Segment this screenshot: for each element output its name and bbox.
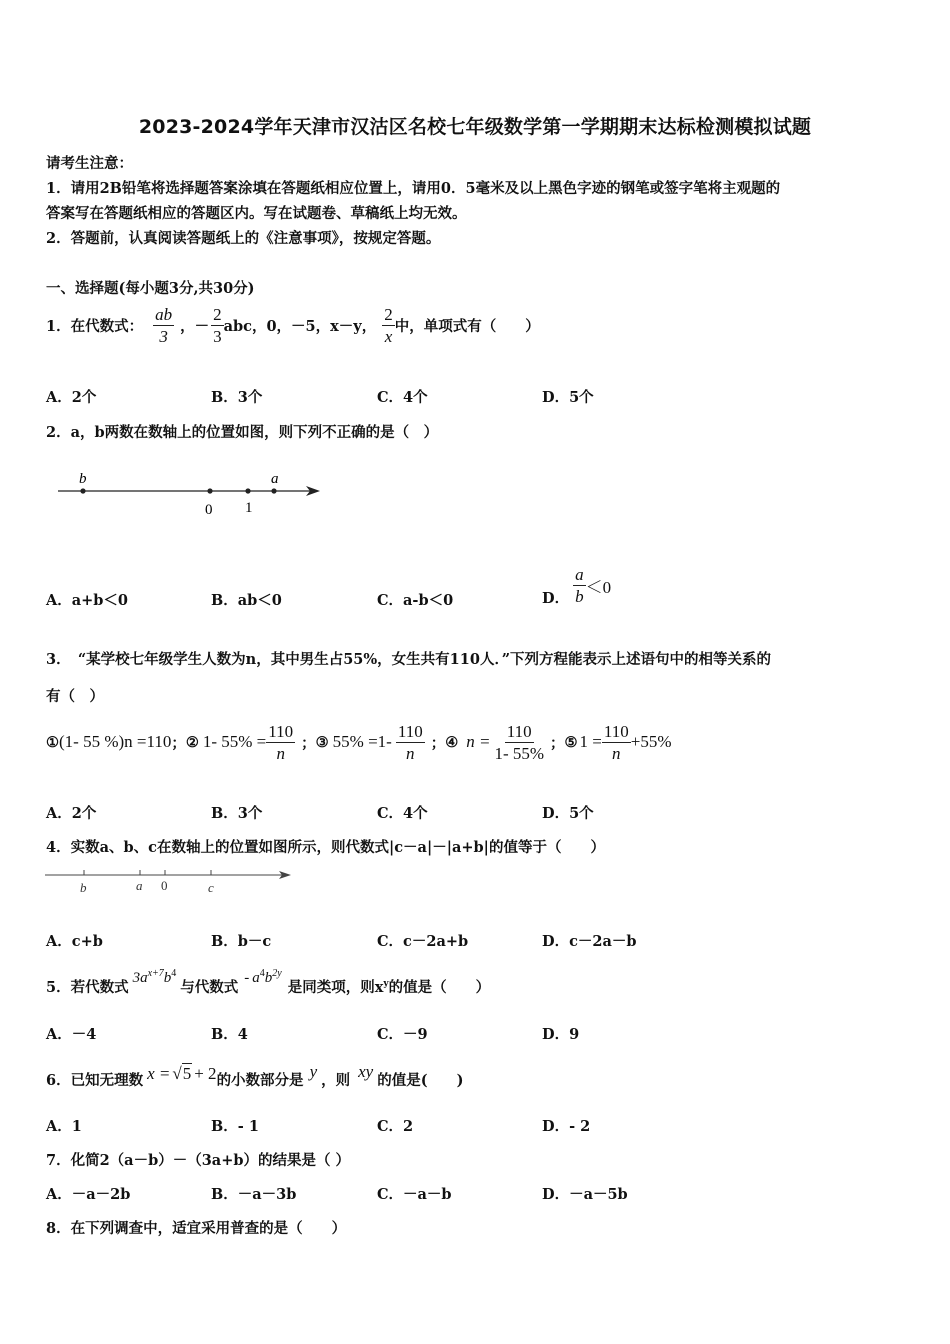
q6-option-a: A．1: [46, 1118, 82, 1135]
q7-stem: 7．化简2（a－b）－（3a+b）的结果是（ ）: [46, 1152, 351, 1169]
q6-suffix: 的值是( ): [377, 1071, 464, 1089]
q3-eq2-left: 1- 55% =: [202, 732, 267, 751]
q3-sep-1: ；: [171, 734, 186, 752]
q2-option-d-fraction: [573, 565, 586, 606]
question-5: [46, 964, 490, 1002]
q2-option-d: [542, 563, 611, 607]
q7-option-b: B．－a－3b: [211, 1186, 297, 1203]
q6-middle-2: ，则: [321, 1071, 351, 1089]
q5-suffix-exp: y: [383, 978, 389, 989]
q6-option-c: C．2: [377, 1118, 414, 1135]
q4-option-d: D．c－2a－b: [542, 933, 637, 950]
q3-eq5-num: 110: [603, 721, 629, 741]
q1-sep: ，－: [180, 317, 210, 335]
q6-option-d: D．- 2: [542, 1118, 591, 1135]
q5-expr1-coef: 3a: [132, 969, 148, 986]
q6-middle: 的小数部分是: [216, 1071, 304, 1089]
q6-var-xy: xy: [358, 1062, 374, 1081]
q5-prefix: 5．若代数式: [46, 978, 129, 996]
q3-option-c: C．4个: [377, 805, 428, 822]
q6-option-b: B．- 1: [211, 1118, 259, 1135]
q2-label-0: 0: [205, 502, 213, 518]
q1-f3-num: 2: [384, 304, 393, 324]
q3-option-d: D．5个: [542, 805, 594, 822]
q5-suffix: [288, 976, 490, 997]
q3-eq4-num: 110: [506, 721, 532, 741]
q6-expr-left: x =: [147, 1064, 171, 1083]
q3-eq5-den: n: [612, 743, 621, 763]
q3-eq5-fraction: [602, 722, 631, 763]
q2-option-a: A．a+b＜0: [46, 592, 129, 609]
q6-var-y: y: [309, 1062, 318, 1081]
q4-label-a: a: [136, 878, 143, 893]
q1-f2-den: 3: [213, 326, 222, 346]
q5-expr2-exp-1: 4: [259, 967, 265, 979]
q4-label-b: b: [80, 880, 87, 895]
q5-expression-2: [244, 968, 281, 987]
section-heading-choice: 一、选择题(每小题3分,共30分): [46, 280, 255, 297]
q1-fraction-2-3: [211, 305, 224, 346]
q3-eq2-mark: ②: [185, 733, 199, 751]
q2-option-c: C．a-b＜0: [377, 592, 454, 609]
q5-expr1-b: b: [163, 969, 172, 986]
q1-f2-num: 2: [213, 304, 222, 324]
q2-point-1: [245, 488, 250, 493]
q3-eq4-mark: ④: [445, 733, 459, 751]
q2-label-a: a: [271, 471, 279, 487]
q2-point-0: [207, 488, 212, 493]
q3-eq3-mark: ③: [315, 733, 329, 751]
q4-option-c: C．c－2a+b: [377, 933, 469, 950]
notice-line-1a: 1．请用2B铅笔将选择题答案涂填在答题纸相应位置上，请用0．5毫米及以上黑色字迹的钢笔或签字笔将主观题的: [46, 180, 781, 197]
q5-suffix-end: 的值是（ ）: [388, 978, 491, 996]
q4-label-0: 0: [161, 878, 168, 893]
q6-prefix: 6．已知无理数: [46, 1071, 144, 1089]
q1-fraction-2-x: [382, 305, 395, 346]
q3-eq4-fraction: [492, 722, 546, 763]
q3-eq5-right: +55%: [630, 732, 672, 751]
q1-option-c: C．4个: [377, 389, 428, 406]
q4-option-b: B．b－c: [211, 933, 272, 950]
q5-expr2-a: a: [252, 969, 260, 986]
q3-option-b: B．3个: [211, 805, 263, 822]
q3-eq3-den: n: [406, 743, 415, 763]
q1-fraction-ab-3: [153, 305, 174, 346]
q4-option-a: A．c+b: [46, 933, 103, 950]
q1-prefix: 1．在代数式：: [46, 317, 144, 335]
q5-option-d: D．9: [542, 1026, 580, 1043]
q5-expr1-exp-1: x+7: [147, 967, 164, 979]
q5-expr2-exp-2: 2y: [272, 967, 282, 979]
q5-option-c: C．－9: [377, 1026, 428, 1043]
q2-label-1: 1: [245, 500, 253, 516]
q3-eq2-fraction: [266, 722, 295, 763]
q3-eq1: (1- 55 %)n =110: [59, 732, 172, 751]
q3-sep-3: ；: [430, 734, 446, 752]
q4-number-line: [40, 862, 300, 898]
q3-eq5-left: 1 =: [579, 732, 602, 751]
q2-d-rel: ＜0: [585, 577, 612, 597]
question-6: [46, 1056, 463, 1092]
q1-middle: abc，0，－5，x－y，: [223, 317, 377, 335]
q2-stem: 2．a，b两数在数轴上的位置如图，则下列不正确的是（ ）: [46, 424, 439, 441]
q5-expr2-sign: -: [244, 969, 250, 986]
q2-d-num: a: [575, 564, 584, 584]
q1-f1-den: 3: [159, 326, 168, 346]
q6-sqrt-arg: 5: [182, 1064, 192, 1083]
q3-eq3-left: 55% =1-: [332, 732, 392, 751]
q5-suffix-text: 是同类项，则x: [287, 978, 384, 996]
q4-stem: 4．实数a、b、c在数轴上的位置如图所示，则代数式|c－a|－|a+b|的值等于（ ）: [46, 839, 605, 856]
q3-option-a: A．2个: [46, 805, 97, 822]
q4-label-c: c: [208, 880, 214, 895]
q3-eq5-mark: ⑤: [564, 733, 578, 751]
q6-expr-right: + 2: [194, 1064, 217, 1083]
q5-expression-1: [133, 968, 177, 987]
q1-option-d: D．5个: [542, 389, 594, 406]
q3-line-2: 有（ ）: [46, 688, 104, 705]
q7-option-a: A．－a－2b: [46, 1186, 131, 1203]
q3-eq2-den: n: [276, 743, 285, 763]
q2-point-b: [80, 488, 85, 493]
q3-line-1: 3． “某学校七年级学生人数为n，其中男生占55%，女生共有110人．”下列方程能表示上述语句中的相等关系的: [46, 651, 772, 668]
q5-option-b: B．4: [211, 1026, 248, 1043]
q3-equations: [46, 718, 671, 766]
q1-option-a: A．2个: [46, 389, 97, 406]
q1-f3-den: x: [384, 326, 393, 346]
page-title: 2023-2024学年天津市汉沽区名校七年级数学第一学期期末达标检测模拟试题: [138, 116, 812, 138]
q2-option-b: B．ab＜0: [211, 592, 282, 609]
q3-sep-4: ；: [550, 734, 565, 752]
q2-point-a: [271, 488, 276, 493]
q6-sqrt: [172, 1064, 192, 1084]
q3-sep-2: ；: [301, 734, 316, 752]
q3-eq4-den: 1- 55%: [494, 743, 545, 763]
q3-eq3-fraction: [396, 722, 425, 763]
q6-sqrt-sign: √: [172, 1064, 182, 1083]
q3-eq2-num: 110: [268, 721, 294, 741]
q5-expr2-b: b: [264, 969, 273, 986]
q2-option-d-prefix: D．: [542, 589, 570, 607]
q5-expr1-exp-2: 4: [171, 967, 177, 979]
q1-f1-num: ab: [155, 304, 173, 324]
notice-line-2: 2．答题前，认真阅读答题纸上的《注意事项》，按规定答题。: [46, 230, 441, 247]
q1-option-b: B．3个: [211, 389, 263, 406]
q1-suffix: 中，单项式有（ ）: [394, 317, 540, 335]
q7-option-c: C．－a－b: [377, 1186, 452, 1203]
q7-option-d: D．－a－5b: [542, 1186, 628, 1203]
notice-heading: 请考生注意：: [46, 155, 133, 172]
q3-eq4-left: n =: [466, 732, 491, 751]
q2-number-line: [50, 462, 330, 522]
q2-d-den: b: [575, 586, 584, 606]
q3-eq3-num: 110: [397, 721, 423, 741]
q8-stem: 8．在下列调查中，适宜采用普查的是（ ）: [46, 1220, 347, 1237]
q5-option-a: A．－4: [46, 1026, 97, 1043]
question-1: [46, 304, 540, 346]
q5-middle: 与代数式: [180, 978, 239, 996]
notice-line-1b: 答案写在答题纸相应的答题区内。写在试题卷、草稿纸上均无效。: [46, 205, 467, 222]
q2-label-b: b: [79, 471, 87, 487]
q3-eq1-mark: ①: [46, 733, 59, 751]
